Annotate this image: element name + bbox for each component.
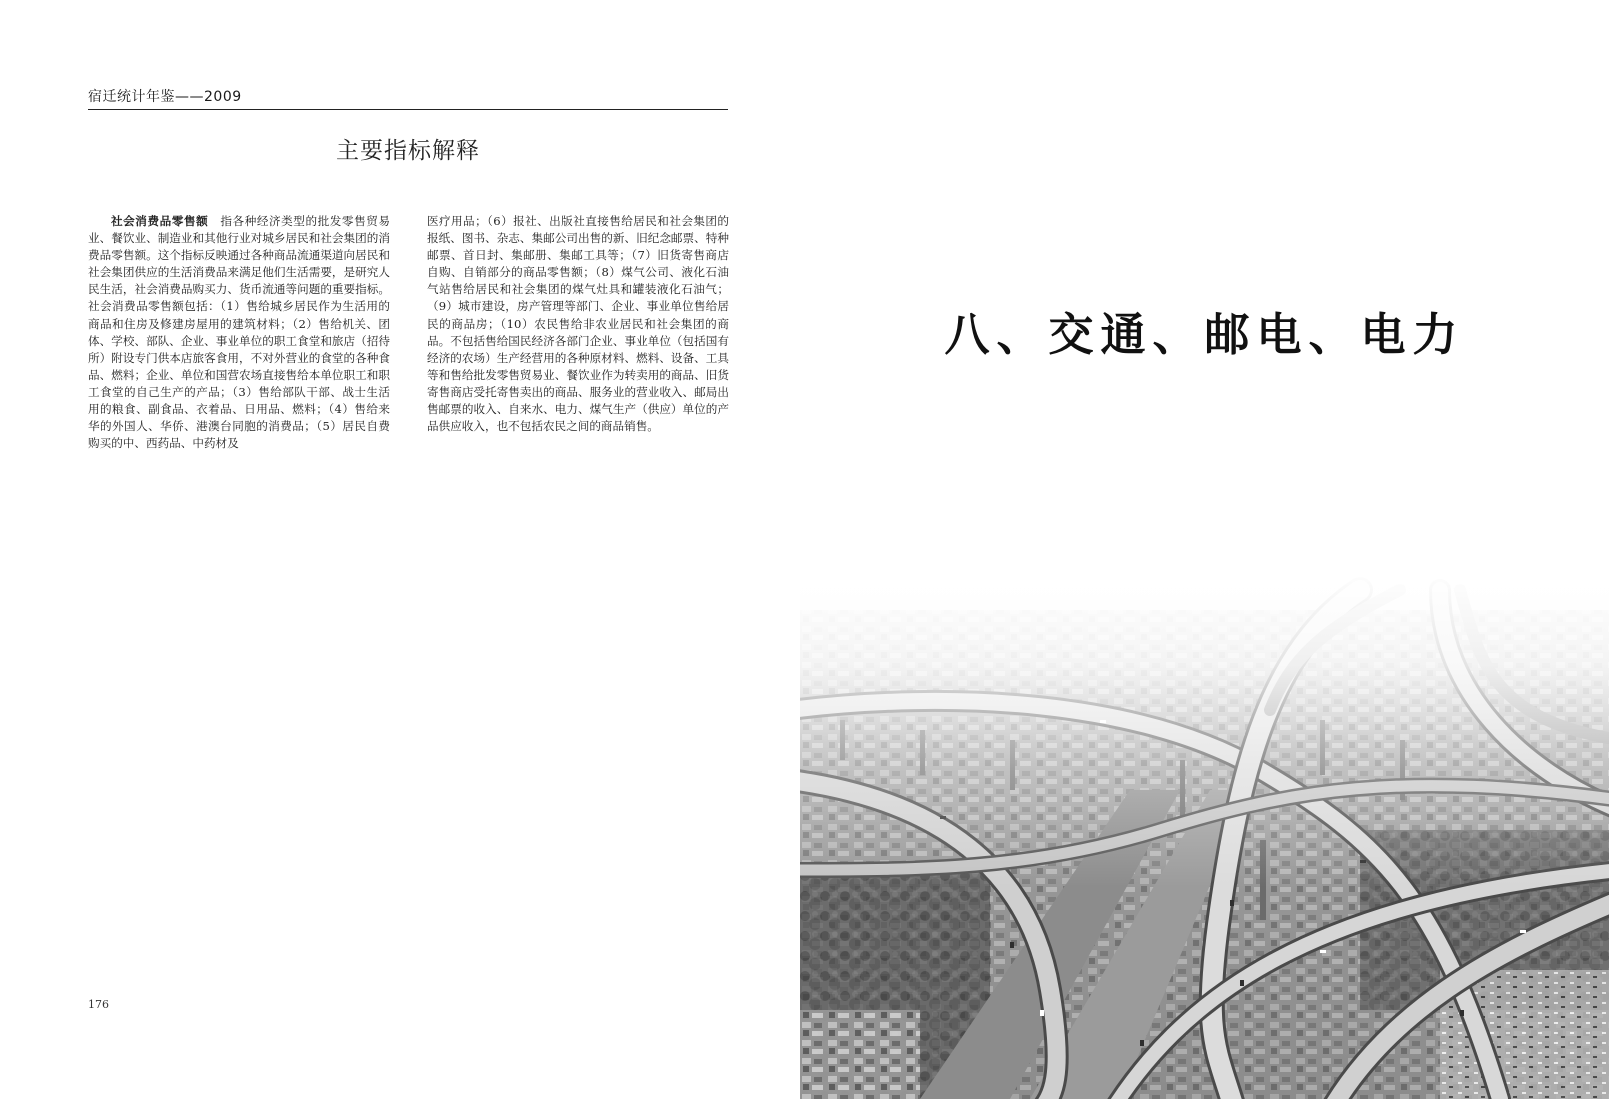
left-page bbox=[0, 0, 800, 1099]
right-page bbox=[800, 0, 1609, 1099]
text-column-left bbox=[88, 213, 390, 452]
section-title: 主要指标解释 bbox=[336, 138, 480, 164]
page-number: 176 bbox=[88, 998, 109, 1011]
chapter-title: 八、交通、邮电、电力 bbox=[944, 308, 1465, 361]
highway-interchange-photo bbox=[800, 570, 1609, 1099]
term-heading: 社会消费品零售额 bbox=[111, 214, 209, 228]
running-header: 宿迁统计年鉴——2009 bbox=[88, 86, 728, 110]
column-left-body: 指各种经济类型的批发零售贸易业、餐饮业、制造业和其他行业对城乡居民和社会集团的消费品零售额。这个指标反映通过各种商品流通渠道向居民和社会集团供应的生活消费品来满足他们生活需要，是研究人民生活，社会消费品购买力、货币流通等问题的重要指标。社会消费品零售额包括：（1）售给城乡居民作为生活用的商品和住房及修建房屋用的建筑材料；（2）售给机关、团体、学校、部队、企业、事业单位的职工食堂和旅店（招待所）附设专门供本店旅客食用，不对外营业的食堂的各种食品、燃料；企业、单位和国营农场直接售给本单位职工和职工食堂的自己生产的产品；（3）售给部队干部、战士生活用的粮食、副食品、衣着品、日用品、燃料；（4）售给来华的外国人、华侨、港澳台同胞的消费品；（5）居民自费购买的中、西药品、中药材及 bbox=[88, 214, 390, 451]
text-column-right: 医疗用品；（6）报社、出版社直接售给居民和社会集团的报纸、图书、杂志、集邮公司出售的新、旧纪念邮票、特种邮票、首日封、集邮册、集邮工具等；（7）旧货寄售商店自购、自销部分的商品零售额；（8）煤气公司、液化石油气站售给居民和社会集团的煤气灶具和罐装液化石油气；（9）城市建设，房产管理等部门、企业、事业单位售给居民的商品房；（10）农民售给非农业居民和社会集团的商品。不包括售给国民经济各部门企业、事业单位（包括国有经济的农场）生产经营用的各种原材料、燃料、设备、工具等和售给批发零售贸易业、餐饮业作为转卖用的商品、旧货寄售商店受托寄售卖出的商品、服务业的营业收入、邮局出售邮票的收入、自来水、电力、煤气生产（供应）单位的产品供应收入，也不包括农民之间的商品销售。 bbox=[427, 214, 729, 434]
